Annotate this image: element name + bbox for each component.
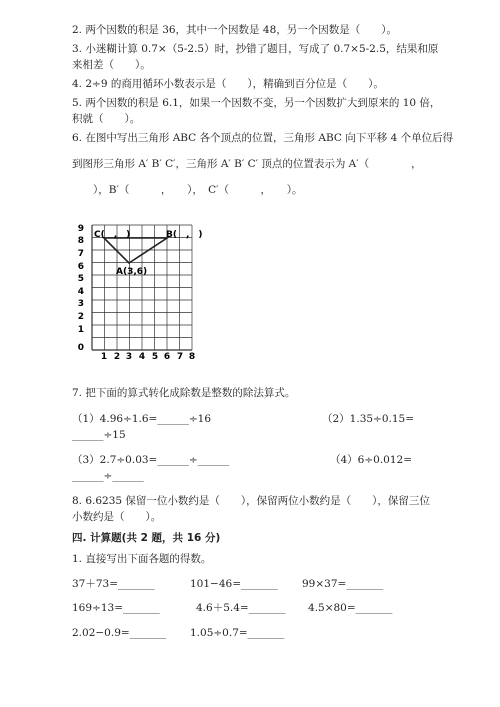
question-8-line1: 8. 6.6235 保留一位小数约是（ ），保留两位小数约是（ ），保留三位 (72, 495, 430, 507)
question-8-line2: 小数约是（ ）。 (72, 511, 162, 523)
section-heading: 四. 计算题(共 2 题，共 16 分) (72, 532, 221, 544)
question-7-1: （1）4.96÷1.6=______÷16 (72, 413, 212, 425)
y-tick-label: 6 (77, 262, 84, 272)
question-3-line2: 来相差（ ）。 (72, 59, 151, 71)
question-6-line3: ），B′（ ， ）， C′（ ， ）。 (72, 184, 303, 196)
calc-item: 99×37=_______ (302, 578, 384, 590)
y-tick-label: 7 (77, 249, 84, 259)
calc-item: 2.02−0.9=_______ (72, 627, 167, 639)
question-6-line2: 到图形三角形 A′ B′ C′，三角形 A′ B′ C′ 顶点的位置表示为 A′（ ， (72, 158, 422, 170)
y-tick-label: 1 (77, 325, 84, 335)
calc-item: 37＋73=_______ (72, 578, 155, 590)
question-4: 4. 2÷9 的商用循环小数表示是（ ），精确到百分位是（ ）。 (72, 78, 384, 90)
y-axis-labels (78, 224, 84, 353)
question-5-line1: 5. 两个因数的积是 6.1，如果一个因数不变，另一个因数扩大到原来的 10 倍， (72, 97, 441, 109)
y-tick-label: 9 (77, 224, 84, 234)
question-7-2-answer: ______÷15 (72, 429, 126, 441)
coordinate-grid (72, 218, 212, 368)
x-axis-labels (101, 352, 195, 362)
question-5-line2: 积就（ ）。 (72, 113, 141, 125)
calc-item: 169÷13=_______ (72, 602, 160, 614)
x-tick-label: 7 (176, 352, 184, 362)
x-tick-label: 3 (125, 352, 133, 362)
calc-item: 1.05÷0.7=_______ (190, 627, 285, 639)
question-7-3: （3）2.7÷0.03=______÷______ (72, 454, 230, 466)
question-6-line1: 6. 在图中写出三角形 ABC 各个顶点的位置，三角形 ABC 向下平移 4 个单位后得 (72, 132, 454, 144)
question-7-4: （4）6÷0.012= (330, 454, 413, 466)
x-tick-label: 5 (151, 352, 159, 362)
y-tick-label: 2 (77, 312, 84, 322)
x-tick-label: 8 (188, 352, 196, 362)
question-2: 2. 两个因数的积是 36，其中一个因数是 48，另一个因数是（ ）。 (72, 24, 398, 36)
y-tick-label: 3 (77, 299, 84, 309)
triangle-abc (104, 238, 167, 263)
y-tick-label: 5 (77, 274, 84, 284)
point-a-label: A(3,6) (116, 267, 148, 277)
x-tick-label: 2 (113, 352, 121, 362)
y-tick-label: 8 (77, 236, 84, 246)
question-7-2: （2）1.35÷0.15= (322, 413, 415, 425)
x-tick-label: 6 (163, 352, 171, 362)
point-c-label: C( , ) (94, 230, 131, 240)
y-tick-label: 0 (77, 343, 84, 353)
calc-item: 4.6＋5.4=_______ (196, 602, 286, 614)
point-b-label: B( , ) (166, 230, 203, 240)
calc-item: 4.5×80=_______ (308, 602, 393, 614)
question-7-4-answer: ______÷______ (72, 470, 144, 482)
y-tick-label: 4 (77, 287, 84, 297)
x-tick-label: 4 (138, 352, 146, 362)
x-tick-label: 1 (100, 352, 108, 362)
question-3-line1: 3. 小迷糊计算 0.7×（5-2.5）时，抄错了题目，写成了 0.7×5-2.5，结果和原 (72, 43, 439, 55)
calc-item: 101−46=_______ (190, 578, 278, 590)
grid-lines (92, 225, 192, 350)
question-7: 7. 把下面的算式转化成除数是整数的除法算式。 (72, 387, 296, 399)
section-question-1: 1. 直接写出下面各题的得数。 (72, 553, 212, 565)
